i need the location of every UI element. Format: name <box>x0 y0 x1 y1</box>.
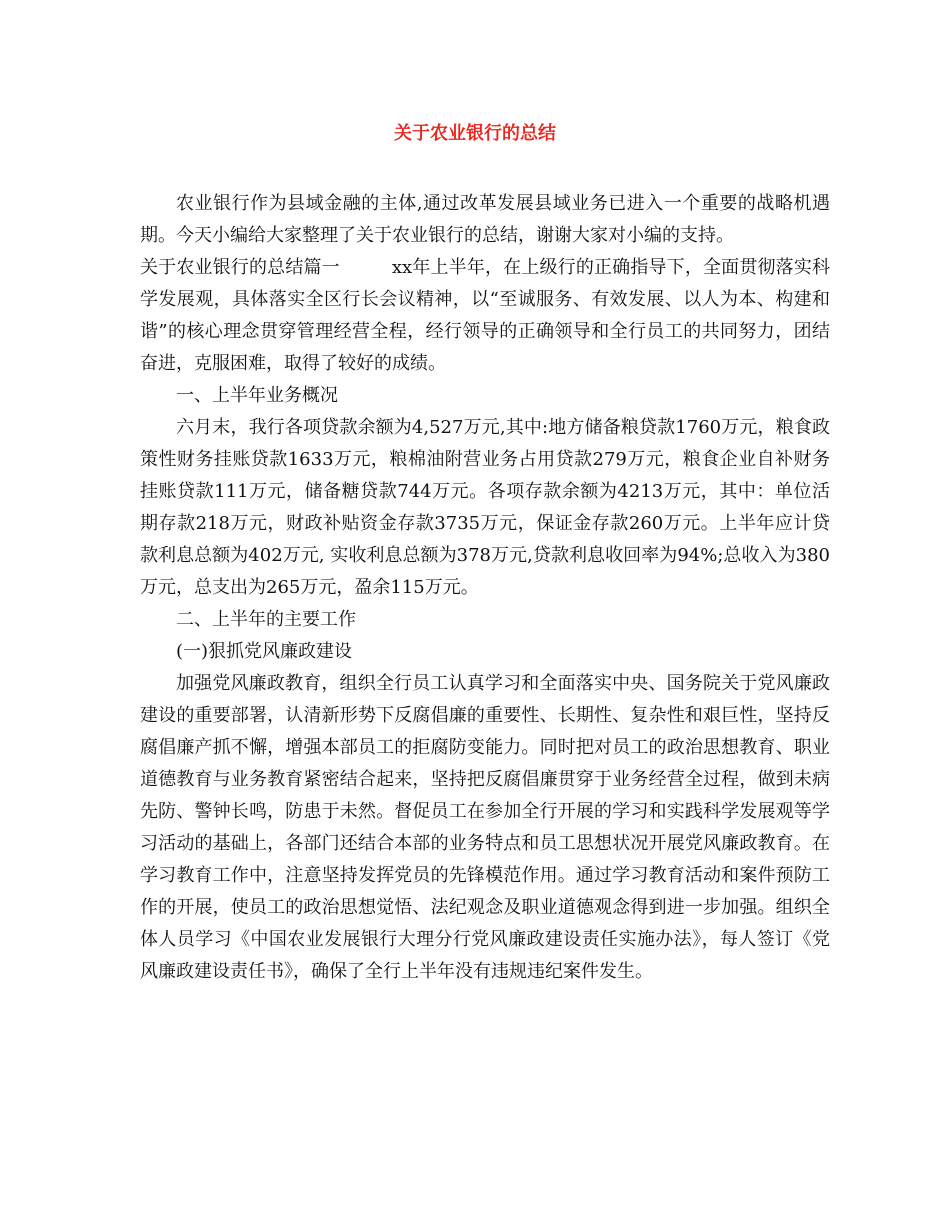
section-lead-text: xx年上半年，在上级行的正确指导下，全面贯彻落实科学发展观，具体落实全区行长会议精神，以“至诚服务、有效发展、以人为本、构建和谐”的核心理念贯穿管理经营全程，经行领导的正确领导和全行员工的共同努力，团结奋进，克服困难，取得了较好的成绩。 <box>140 257 830 374</box>
party-conduct-paragraph: 加强党风廉政教育，组织全行员工认真学习和全面落实中央、国务院关于党风廉政建设的重要部署，认清新形势下反腐倡廉的重要性、长期性、复杂性和艰巨性，坚持反腐倡廉产抓不懈，增强本部员工的拒腐防变能力。同时把对员工的政治思想教育、职业道德教育与业务教育紧密结合起来，坚持把反腐倡廉贯穿于业务经营全过程，做到未病先防、警钟长鸣，防患于未然。督促员工在参加全行开展的学习和实践科学发展观等学习活动的基础上，各部门还结合本部的业务特点和员工思想状况开展党风廉政教育。在学习教育工作中，注意坚持发挥党员的先锋模范作用。通过学习教育活动和案件预防工作的开展，使员工的政治思想觉悟、法纪观念及职业道德观念得到进一步加强。组织全体人员学习《中国农业发展银行大理分行党风廉政建设责任实施办法》，每人签订《党风廉政建设责任书》，确保了全行上半年没有违规违纪案件发生。 <box>140 673 830 982</box>
section-paragraph <box>140 252 830 380</box>
document-title: 关于农业银行的总结 <box>394 123 556 144</box>
heading-party-conduct: (一)狠抓党风廉政建设 <box>176 641 353 662</box>
heading-main-work: 二、上半年的主要工作 <box>176 609 356 630</box>
intro-paragraph: 农业银行作为县域金融的主体,通过改革发展县域业务已进入一个重要的战略机遇期。今天小编给大家整理了关于农业银行的总结，谢谢大家对小编的支持。 <box>140 193 830 246</box>
section-heading: 关于农业银行的总结篇一 <box>140 257 340 278</box>
business-overview-paragraph: 六月末，我行各项贷款余额为4,527万元,其中:地方储备粮贷款1760万元，粮食政策性财务挂账贷款1633万元，粮棉油附营业务占用贷款279万元，粮食企业自补财务挂账贷款111万元，储备糖贷款744万元。各项存款余额为4213万元，其中：单位活期存款218万元，财政补贴资金存款3735万元，保证金存款260万元。上半年应计贷款利息总额为402万元, 实收利息总额为378万元,贷款利息收回率为94%;总收入为380万元，总支出为265万元，盈余115万元。 <box>140 417 830 598</box>
document-body <box>140 188 830 988</box>
heading-business-overview: 一、上半年业务概况 <box>176 385 338 406</box>
